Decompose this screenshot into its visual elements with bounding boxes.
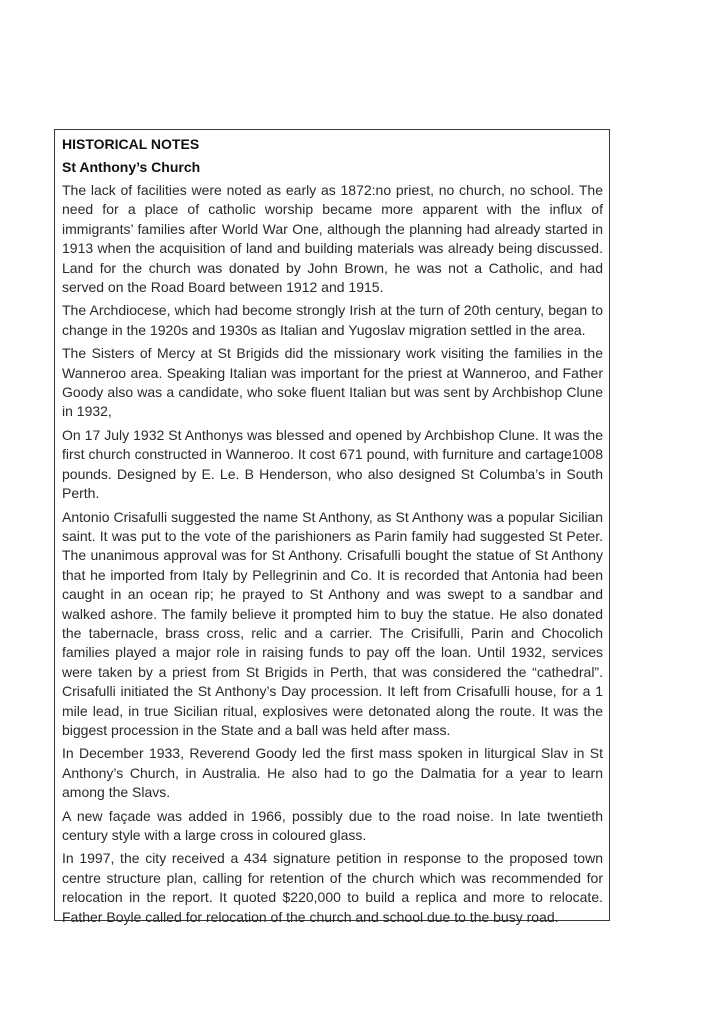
paragraph-facade-1966: A new façade was added in 1966, possibly due to the road noise. In late twentieth century style with a large cross in coloured glass. — [62, 807, 603, 843]
notes-heading: HISTORICAL NOTES — [62, 136, 200, 152]
paragraph-crisafulli: Antonio Crisafulli suggested the name St Anthony, as St Anthony was a popular Sicilian saint. It was put to the vote of the parishioners as Parin family had suggested St Peter. The unanimous approval was for St Anthony. Crisafulli bought the statue of St Anthony that he imported from Italy by Pellegrinin and Co. It is recorded that Antonia had been caught in an ocean rip; he prayed to St Anthony and was swept to a sandbar and walked ashore. The family believe it prompted him to buy the statue. He also donated the tabernacle, brass cross, relic and a carrier. The Crisifulli, Parin and Chocolich families played a major role in raising funds to pay off the loan. Until 1932, services were taken by a priest from St Brigids in Perth, that was considered the “cathedral”. Crisafulli initiated the St Anthony’s Day procession. It left from Crisafulli house, for a 1 mile lead, in true Sicilian ritual, explosives were detonated along the route. It was the biggest procession in the State and a ball was held after mass. — [62, 508, 603, 738]
paragraph-opening-1932: On 17 July 1932 St Anthonys was blessed and opened by Archbishop Clune. It was the first church constructed in Wanneroo. It cost 671 pound, with furniture and cartage1008 pounds. Designed by E. Le. B Henderson, who also designed St Columba’s in South Perth. — [62, 426, 603, 502]
paragraph-petition-1997: In 1997, the city received a 434 signature petition in response to the proposed town centre structure plan, calling for retention of the church which was recommended for relocation in the report. It quoted $220,000 to build a replica and more to relocate. Father Boyle called for relocation of the church and school due to the busy road. — [62, 850, 603, 925]
paragraph-archdiocese: The Archdiocese, which had become strongly Irish at the turn of 20th century, began to change in the 1920s and 1930s as Italian and Yugoslav migration settled in the area. — [62, 302, 603, 338]
historical-notes-box — [54, 129, 610, 925]
church-title: St Anthony’s Church — [62, 159, 201, 175]
paragraph-sisters-of-mercy: The Sisters of Mercy at St Brigids did the missionary work visiting the families in the Wanneroo area. Speaking Italian was important for the priest at Wanneroo, and Father Goody also was a candidate, who soke fluent Italian but was sent by Archbishop Clune in 1932, — [62, 345, 603, 420]
paragraph-early-history: The lack of facilities were noted as early as 1872:no priest, no church, no school. The need for a place of catholic worship became more apparent with the influx of immigrants’ families after World War One, although the planning had already started in 1913 when the acquisition of land and building materials was already being discussed. Land for the church was donated by John Brown, he was not a Catholic, and had served on the Road Board between 1912 and 1915. — [62, 182, 603, 296]
paragraph-slav-mass: In December 1933, Reverend Goody led the first mass spoken in liturgical Slav in St Anthony’s Church, in Australia. He also had to go the Dalmatia for a year to learn among the Slavs. — [62, 745, 603, 801]
